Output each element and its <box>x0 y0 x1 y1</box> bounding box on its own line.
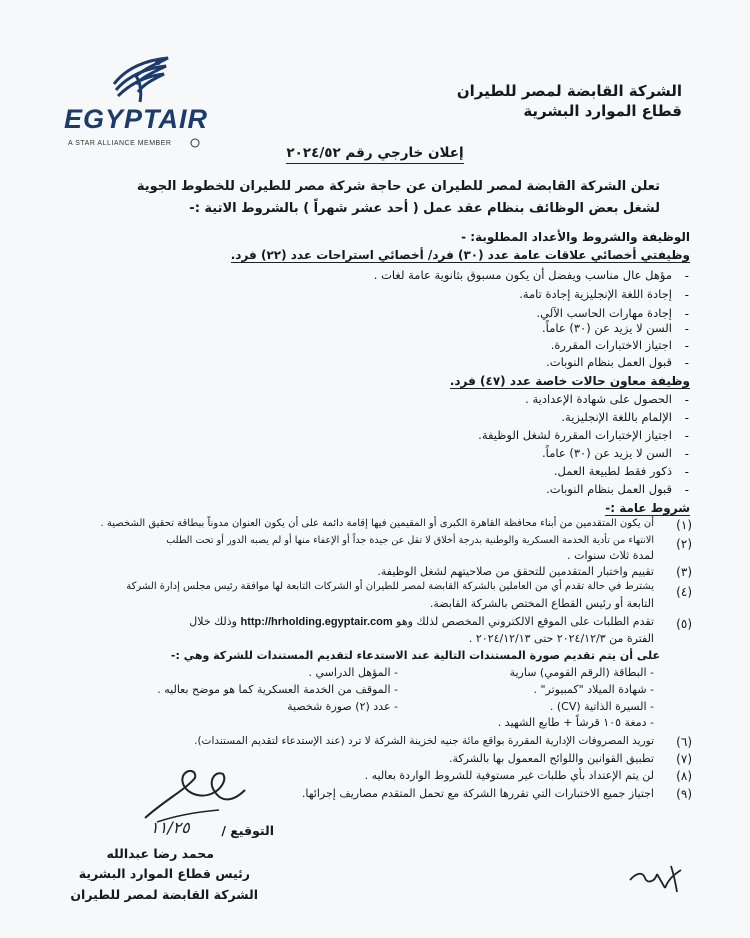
condition-5-text-b: وذلك خلال <box>189 615 237 628</box>
document-item: - الموقف من الخدمة العسكرية كما هو موضح بعاليه . <box>157 683 398 696</box>
condition-5-line1 <box>189 616 654 628</box>
job2-title-text: وظيفة معاون حالات خاصة عدد (٤٧) فرد. <box>449 374 690 388</box>
condition-9: اجتياز جميع الاختبارات التي تقررها الشركة مع تحمل المتقدم مصاريف إجرائها. <box>301 787 654 800</box>
bullet-dash: - <box>684 483 689 497</box>
org-name-line1: الشركة القابضة لمصر للطيران <box>456 82 682 100</box>
document-item: - عدد (٢) صورة شخصية <box>287 700 398 713</box>
condition-number: (٦) <box>676 735 692 749</box>
job2-item: قبول العمل بنظام النوبات. <box>546 482 672 496</box>
job1-item: اجتياز الاختبارات المقررة. <box>550 338 672 352</box>
condition-5-text-a: تقدم الطلبات على الموقع الالكتروني المخصص لذلك وهو <box>396 615 654 628</box>
job2-item: الإلمام باللغة الإنجليزية. <box>561 410 672 424</box>
condition-7: تطبيق القوانين واللوائح المعمول بها بالشركة. <box>449 752 654 765</box>
org-name-line2: قطاع الموارد البشرية <box>523 102 682 120</box>
job1-item: إجادة مهارات الحاسب الآلي. <box>536 306 672 320</box>
job2-item: الحصول على شهادة الإعدادية . <box>525 392 672 406</box>
star-alliance-tagline: A STAR ALLIANCE MEMBER <box>68 140 172 147</box>
bullet-dash: - <box>684 356 689 370</box>
job2-item: السن لا يزيد عن (٣٠) عاماً. <box>542 446 672 460</box>
document-item: - شهادة الميلاد "كمبيوتر" . <box>533 683 654 696</box>
intro-line-2: لشغل بعض الوظائف بنظام عقد عمل ( أحد عشر شهراً ) بالشروط الاتية :- <box>189 201 660 216</box>
condition-number: (٢) <box>676 537 692 551</box>
condition-number: (٨) <box>676 769 692 783</box>
condition-1: أن يكون المتقدمين من أبناء محافظة القاهرة الكبرى أو المقيمين فيها إقامة دائمة على أن يكون العنوان مدوناً ببطاقة تحقيق الشخصية . <box>100 518 654 529</box>
condition-4-line1: يشترط في حالة تقدم أي من العاملين بالشركة القابضة لمصر للطيران أو الشركات التابعة لها موافقة رئيس مجلس إدارة الشركة <box>126 581 654 592</box>
condition-6: توريد المصروفات الإدارية المقررة بواقع مائة جنيه لخزينة الشركة لا ترد (عند الإستدعاء لتقديم المستندات). <box>194 735 654 747</box>
logo-wordmark: EGYPTAIR <box>64 104 209 134</box>
egyptair-logo <box>60 50 210 160</box>
job2-item: ذكور فقط لطبيعة العمل. <box>553 464 672 478</box>
condition-number: (٧) <box>676 752 692 766</box>
condition-5-line2: الفترة من ٢٠٢٤/١٢/٣ حتى ٢٠٢٤/١٢/١٣ . <box>468 632 654 645</box>
bullet-dash: - <box>684 411 689 425</box>
condition-number: (١) <box>676 518 692 532</box>
intro-line-1: تعلن الشركة القابضة لمصر للطيران عن حاجة شركة مصر للطيران للخطوط الجوية <box>136 179 660 194</box>
condition-number: (٣) <box>676 565 692 579</box>
jobs-heading: الوظيفة والشروط والأعداد المطلوبة: - <box>461 230 690 244</box>
signatory-name: محمد رضا عبدالله <box>106 846 214 861</box>
job1-item: مؤهل عال مناسب ويفضل أن يكون مسبوق بثانوية عامة لغات . <box>373 268 672 282</box>
condition-4-line2: التابعة أو رئيس القطاع المختص بالشركة القابضة. <box>429 597 654 610</box>
bullet-dash: - <box>684 429 689 443</box>
condition-2-line1: الانتهاء من تأدية الخدمة العسكرية والوطنية بدرجة أخلاق لا تقل عن جيدة جداً أو الإعفاء منها أو لم يصبه الدور أو تحت الطلب <box>166 535 654 546</box>
condition-2-line2: لمدة ثلاث سنوات . <box>567 549 654 562</box>
signature-label: التوقيع / <box>221 823 274 838</box>
document-item: - دمغة ١٠٥ قرشاً + طابع الشهيد . <box>497 716 654 729</box>
application-url-link[interactable]: http://hrholding.egyptair.com <box>240 616 393 628</box>
job1-title-text: وظيفتي أخصائي علاقات عامة عدد (٣٠) فرد/ أخصائي استراحات عدد (٢٢) فرد. <box>230 248 690 262</box>
job1-item: إجادة اللغة الإنجليزية إجادة تامة. <box>519 287 672 301</box>
job2-title <box>450 375 690 387</box>
job2-item: اجتياز الإختبارات المقررة لشغل الوظيفة. <box>478 428 672 442</box>
handwritten-signature <box>135 760 255 830</box>
signatory-title-line2: الشركة القابضة لمصر للطيران <box>70 887 258 902</box>
job1-item: قبول العمل بنظام النوبات. <box>546 355 672 369</box>
job1-title <box>231 249 690 261</box>
job1-item: السن لا يزيد عن (٣٠) عاماً. <box>542 321 672 335</box>
condition-number: (٩) <box>676 787 692 801</box>
bullet-dash: - <box>684 269 689 283</box>
announcement-title-text: إعلان خارجي رقم ٢٠٢٤/٥٢ <box>286 145 463 164</box>
document-item: - البطاقة (الرقم القومي) سارية <box>509 666 654 679</box>
bullet-dash: - <box>684 393 689 407</box>
handwritten-initials <box>625 858 685 898</box>
general-heading-text: شروط عامة :- <box>605 501 690 515</box>
bullet-dash: - <box>684 322 689 336</box>
handwritten-date: ١١/٢٥ <box>150 818 190 837</box>
condition-number: (٥) <box>676 617 692 631</box>
bullet-dash: - <box>684 339 689 353</box>
document-item: - المؤهل الدراسي . <box>308 666 398 679</box>
condition-number: (٤) <box>676 585 692 599</box>
condition-3: تقييم واختبار المتقدمين للتحقق من صلاحيتهم لشغل الوظيفة. <box>377 565 654 578</box>
document-item: - السيرة الذاتية (CV) . <box>549 700 654 713</box>
bullet-dash: - <box>684 465 689 479</box>
condition-8: لن يتم الإعتداد بأي طلبات غير مستوفية للشروط الواردة بعاليه . <box>364 769 654 782</box>
bullet-dash: - <box>684 447 689 461</box>
documents-heading: على أن يتم تقديم صورة المستندات التالية عند الاستدعاء لتقديم المستندات للشركة وهي :- <box>170 649 660 662</box>
general-heading <box>605 502 690 514</box>
bullet-dash: - <box>684 288 689 302</box>
horus-wing-icon <box>106 54 176 106</box>
announcement-title <box>0 147 750 161</box>
bullet-dash: - <box>684 307 689 321</box>
signatory-title-line1: رئيس قطاع الموارد البشرية <box>78 866 250 881</box>
